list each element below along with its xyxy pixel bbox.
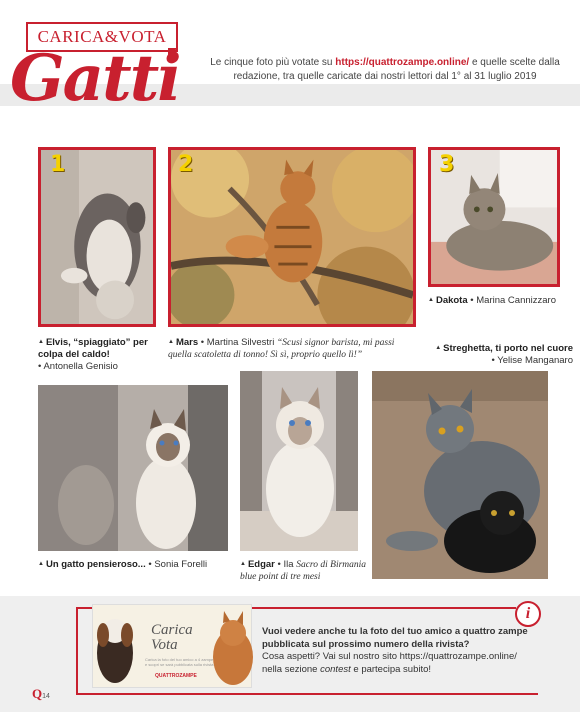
- triangle-icon: ▲: [435, 345, 442, 351]
- photo-mars[interactable]: [168, 147, 416, 327]
- rank-badge: 1: [50, 152, 66, 177]
- caption-dakota: ▲ Dakota • Marina Cannizzaro: [428, 295, 556, 306]
- caption-mars: ▲ Mars • Martina Silvestri “Scusi signor barista, mi passi quella scatoletta di tonno! Sì sì, proprio quello lì!”: [168, 337, 395, 360]
- footer-question: Vuoi vedere anche tu la foto del tuo amico a quattro zampe pubblicata sul prossimo numero della rivista?: [262, 626, 528, 650]
- footer-line-site[interactable]: Cosa aspetti? Vai sul nostro sito https://quattrozampe.online/: [262, 651, 517, 662]
- photo-edgar[interactable]: [240, 371, 358, 551]
- triangle-icon: ▲: [240, 561, 246, 567]
- promo-note: Carica la foto del tuo amico a 4 zampe e scopri se sarà pubblicata sulla rivista: [145, 657, 214, 667]
- intro-link[interactable]: https://quattrozampe.online/: [335, 57, 470, 68]
- photo-gatto-pensieroso[interactable]: [38, 385, 228, 551]
- footer-cta: Vuoi vedere anche tu la foto del tuo amico a quattro zampe pubblicata sul prossimo numero della rivista? Cosa aspetti? Vai sul nostro sito https://quattrozampe.online/ nella sezione contest e partecipa subito!: [262, 626, 528, 675]
- page-number: Q14: [32, 686, 50, 701]
- intro-text: Le cinque foto più votate su https://quattrozampe.online/ e quelle scelte dalla redazione, tra quelle caricate dai nostri lettori dal 1° al 31 luglio 2019: [210, 57, 560, 82]
- promo-card: [92, 604, 252, 688]
- promo-title: Carica Vota: [151, 622, 193, 653]
- promo-logo: QUATTROZAMPE: [155, 673, 197, 679]
- rank-badge: 2: [178, 152, 194, 177]
- section-badge: CARICA&VOTA: [26, 22, 178, 52]
- caption-elvis: ▲ Elvis, “spiaggiato” per colpa del caldo! • Antonella Genisio: [38, 337, 148, 372]
- triangle-icon: ▲: [38, 339, 44, 345]
- caption-edgar: ▲ Edgar • Ila Sacro di Birmania blue point di tre mesi: [240, 559, 367, 582]
- caption-streghetta: ▲ Streghetta, ti porto nel cuore • Yelise Manganaro: [435, 343, 573, 366]
- section-title: Gatti: [10, 41, 180, 116]
- triangle-icon: ▲: [428, 297, 434, 303]
- magazine-logo: Q: [32, 686, 43, 701]
- triangle-icon: ▲: [38, 561, 44, 567]
- photo-streghetta[interactable]: [372, 371, 548, 579]
- rank-badge: 3: [439, 152, 455, 177]
- info-icon: i: [515, 601, 541, 627]
- caption-gatto-pensieroso: ▲ Un gatto pensieroso... • Sonia Forelli: [38, 559, 208, 570]
- triangle-icon: ▲: [168, 339, 174, 345]
